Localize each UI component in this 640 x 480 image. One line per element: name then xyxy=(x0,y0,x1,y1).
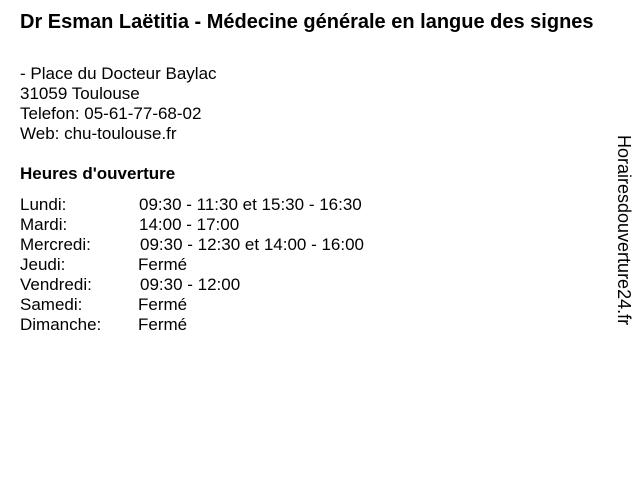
address-block xyxy=(20,64,217,144)
phone-number[interactable]: Telefon: 05-61-77-68-02 xyxy=(20,104,202,123)
day-label: Mercredi: xyxy=(20,235,91,254)
hours-value: Fermé xyxy=(138,315,188,334)
day-label: Samedi: xyxy=(20,295,83,314)
site-watermark: Horairesdouverture24.fr xyxy=(614,135,634,326)
city: 31059 Toulouse xyxy=(20,84,140,103)
day-label: Vendredi: xyxy=(20,275,92,294)
hours-value: 09:30 - 12:30 et 14:00 - 16:00 xyxy=(140,235,365,254)
hours-value: 09:30 - 12:00 xyxy=(140,275,241,294)
day-label: Mardi: xyxy=(20,215,68,234)
page-title: Dr Esman Laëtitia - Médecine générale en langue des signes xyxy=(20,11,594,33)
hours-value: 09:30 - 11:30 et 15:30 - 16:30 xyxy=(139,195,362,214)
day-label: Dimanche: xyxy=(20,315,102,334)
hours-value: 14:00 - 17:00 xyxy=(139,215,240,234)
day-label: Lundi: xyxy=(20,195,67,214)
hours-value: Fermé xyxy=(138,255,188,274)
street-address: - Place du Docteur Baylac xyxy=(20,64,217,83)
hours-value: Fermé xyxy=(138,295,188,314)
day-label: Jeudi: xyxy=(20,255,66,274)
website[interactable]: Web: chu-toulouse.fr xyxy=(20,124,177,143)
opening-hours-heading: Heures d'ouverture xyxy=(20,164,176,183)
